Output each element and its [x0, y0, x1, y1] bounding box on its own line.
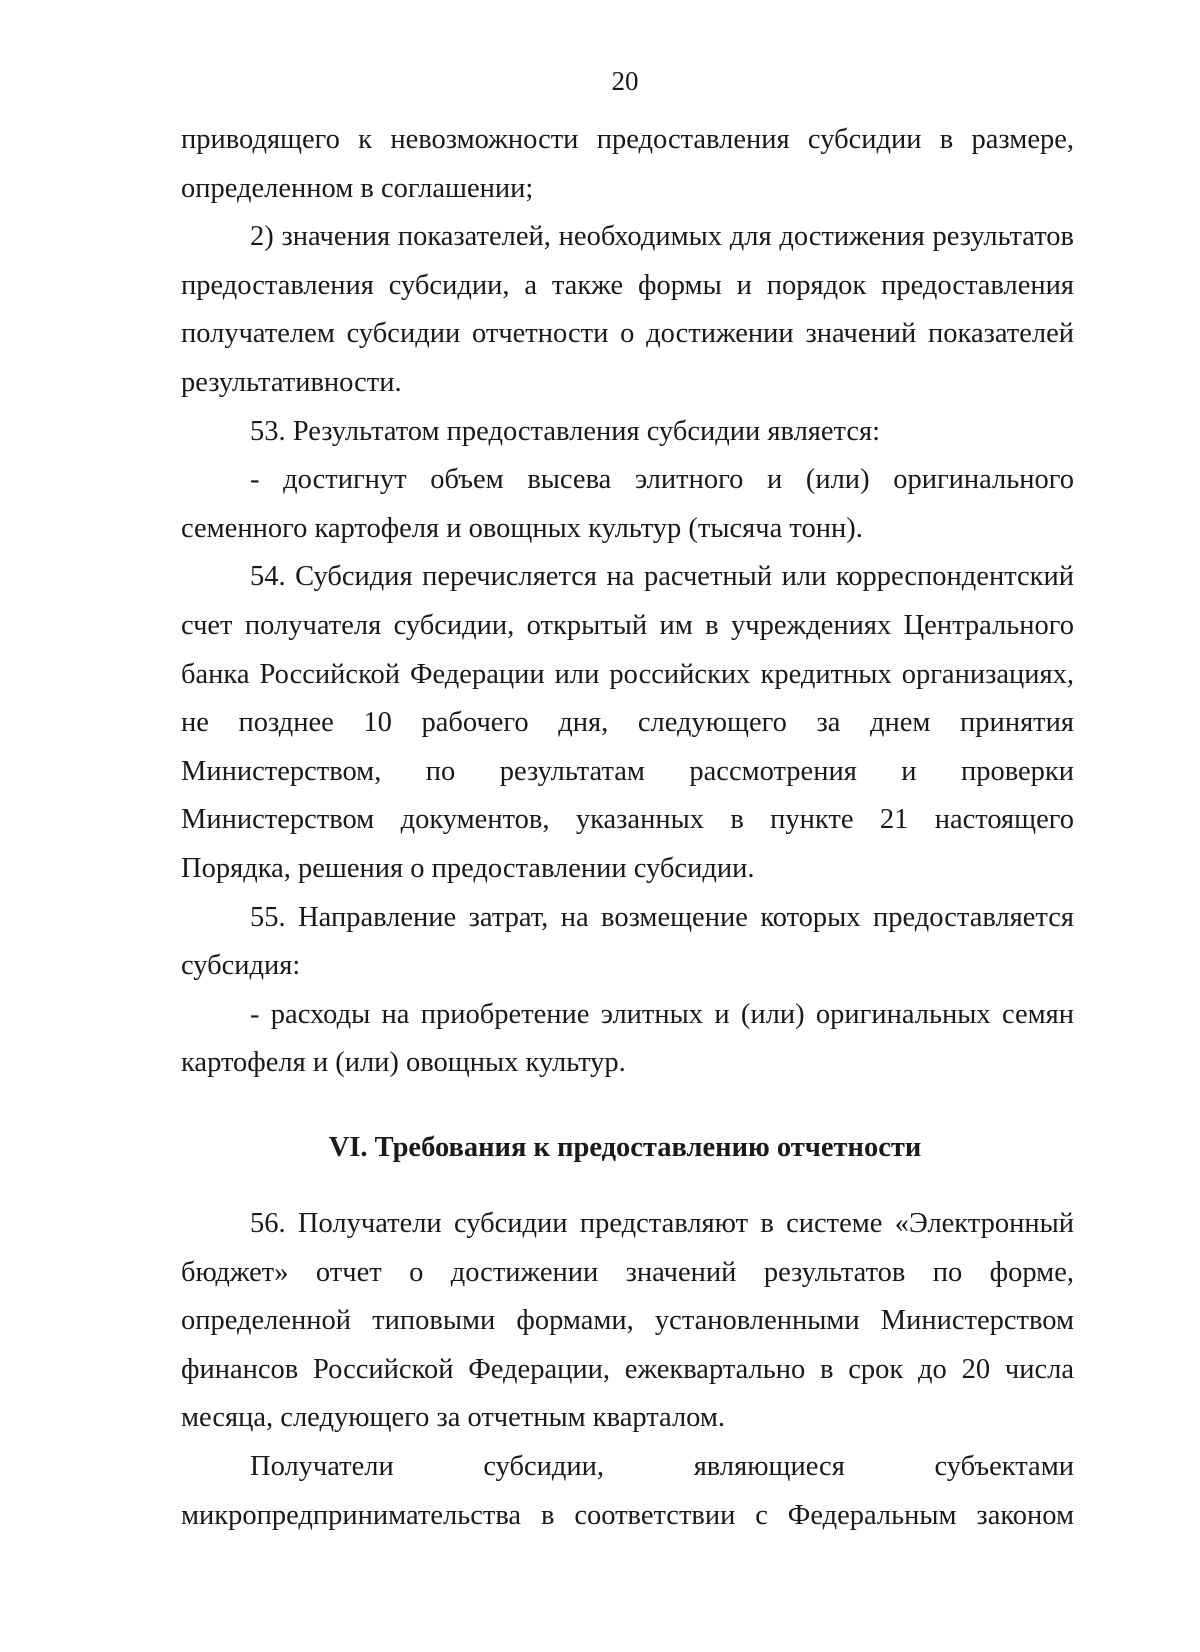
paragraph-56: 56. Получатели субсидии представляют в системе «Электронный бюджет» отчет о достижении значений результатов по форме, определенной типовыми формами, установленными Министерством финансов Российской Федерации, ежеквартально в срок до 20 числа месяца, следующего за отчетным кварталом. [181, 1208, 1074, 1434]
body-text-top [181, 116, 1074, 1088]
section-heading: VI. Требования к предоставлению отчетности [328, 1132, 922, 1163]
paragraph-54: 54. Субсидия перечисляется на расчетный или корреспондентский счет получателя субсидии, открытый им в учреждениях Центрального банка Российской Федерации или российских кредитных организациях, не позднее 10 рабочего дня, следующего за днем принятия Министерством, по результатам рассмотрения и проверки Министерством документов, указанных в пункте 21 настоящего Порядка, решения о предоставлении субсидии. [181, 561, 1074, 884]
paragraph-55-item: - расходы на приобретение элитных и (или) оригинальных семян картофеля и (или) овощных культур. [181, 998, 1074, 1079]
paragraph-53: 53. Результатом предоставления субсидии является: [250, 415, 881, 447]
body-text-bottom [181, 1200, 1074, 1540]
paragraph-continuation: приводящего к невозможности предоставления субсидии в размере, определенном в соглашении; [181, 124, 1074, 204]
page-number: 20 [611, 66, 639, 96]
paragraph-item-2: 2) значения показателей, необходимых для достижения результатов предоставления субсидии, а также формы и порядок предоставления получателем субсидии отчетности о достижении значений показателей результативности. [181, 221, 1074, 398]
paragraph-53-item: - достигнут объем высева элитного и (или) оригинального семенного картофеля и овощных культур (тысяча тонн). [181, 464, 1074, 544]
paragraph-55: 55. Направление затрат, на возмещение которых предоставляется субсидия: [181, 901, 1074, 982]
paragraph-56-continuation: Получатели субсидии, являющиеся субъектами микропредпринимательства в соответствии с Федеральным законом [181, 1450, 1074, 1531]
